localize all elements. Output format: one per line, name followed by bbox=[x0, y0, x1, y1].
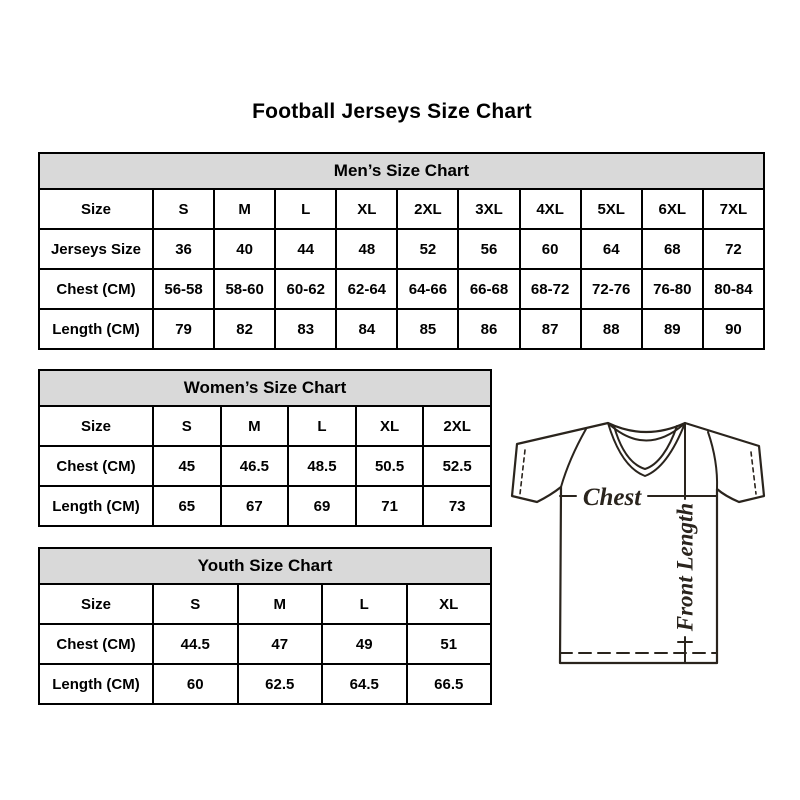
table-row bbox=[39, 446, 491, 486]
table-title: Men’s Size Chart bbox=[39, 153, 764, 189]
table-cell: 67 bbox=[221, 486, 289, 526]
table-header-row bbox=[39, 370, 491, 406]
table-cell: 90 bbox=[703, 309, 764, 349]
table-header-row bbox=[39, 153, 764, 189]
table-row bbox=[39, 189, 764, 229]
front-length-label: Front Length bbox=[672, 502, 698, 632]
table-cell: L bbox=[288, 406, 356, 446]
table-cell: 58-60 bbox=[214, 269, 275, 309]
table-cell: 44 bbox=[275, 229, 336, 269]
table-cell: 68-72 bbox=[520, 269, 581, 309]
table-cell: 66-68 bbox=[458, 269, 519, 309]
table-cell: 62-64 bbox=[336, 269, 397, 309]
table-cell: 5XL bbox=[581, 189, 642, 229]
table-cell: 56 bbox=[458, 229, 519, 269]
table-cell: 46.5 bbox=[221, 446, 289, 486]
table-cell: 82 bbox=[214, 309, 275, 349]
table-cell: M bbox=[238, 584, 323, 624]
jersey-outline-icon bbox=[512, 423, 764, 663]
table-cell: 50.5 bbox=[356, 446, 424, 486]
table-title: Youth Size Chart bbox=[39, 548, 491, 584]
table-row bbox=[39, 406, 491, 446]
table-cell: 65 bbox=[153, 486, 221, 526]
row-label: Chest (CM) bbox=[39, 624, 153, 664]
table-cell: 56-58 bbox=[153, 269, 214, 309]
table-cell: 3XL bbox=[458, 189, 519, 229]
table-cell: 48.5 bbox=[288, 446, 356, 486]
table-cell: 66.5 bbox=[407, 664, 492, 704]
table-cell: 69 bbox=[288, 486, 356, 526]
table-cell: 2XL bbox=[397, 189, 458, 229]
table-cell: 40 bbox=[214, 229, 275, 269]
youth-size-table bbox=[38, 547, 492, 705]
table-row bbox=[39, 624, 491, 664]
table-cell: 49 bbox=[322, 624, 407, 664]
table-cell: 79 bbox=[153, 309, 214, 349]
table-cell: 64-66 bbox=[397, 269, 458, 309]
table-row bbox=[39, 584, 491, 624]
table-cell: 64.5 bbox=[322, 664, 407, 704]
table-cell: 72 bbox=[703, 229, 764, 269]
table-cell: 89 bbox=[642, 309, 703, 349]
womens-size-table bbox=[38, 369, 492, 527]
table-cell: 44.5 bbox=[153, 624, 238, 664]
table-cell: S bbox=[153, 406, 221, 446]
page-title: Football Jerseys Size Chart bbox=[252, 100, 532, 123]
table-cell: 88 bbox=[581, 309, 642, 349]
table-cell: 2XL bbox=[423, 406, 491, 446]
row-label: Chest (CM) bbox=[39, 446, 153, 486]
table-cell: M bbox=[214, 189, 275, 229]
row-label: Size bbox=[39, 406, 153, 446]
table-cell: 51 bbox=[407, 624, 492, 664]
table-cell: 6XL bbox=[642, 189, 703, 229]
row-label: Length (CM) bbox=[39, 486, 153, 526]
table-cell: 72-76 bbox=[581, 269, 642, 309]
table-cell: 4XL bbox=[520, 189, 581, 229]
row-label: Size bbox=[39, 189, 153, 229]
table-cell: S bbox=[153, 189, 214, 229]
table-cell: XL bbox=[356, 406, 424, 446]
table-cell: 85 bbox=[397, 309, 458, 349]
table-cell: 64 bbox=[581, 229, 642, 269]
row-label: Length (CM) bbox=[39, 664, 153, 704]
row-label: Chest (CM) bbox=[39, 269, 153, 309]
table-row bbox=[39, 229, 764, 269]
row-label: Size bbox=[39, 584, 153, 624]
table-row bbox=[39, 309, 764, 349]
table-cell: 87 bbox=[520, 309, 581, 349]
table-cell: 36 bbox=[153, 229, 214, 269]
mens-size-table bbox=[38, 152, 765, 350]
table-cell: S bbox=[153, 584, 238, 624]
table-row bbox=[39, 664, 491, 704]
table-cell: L bbox=[322, 584, 407, 624]
table-cell: 47 bbox=[238, 624, 323, 664]
table-cell: 73 bbox=[423, 486, 491, 526]
table-header-row bbox=[39, 548, 491, 584]
table-cell: XL bbox=[336, 189, 397, 229]
table-cell: 76-80 bbox=[642, 269, 703, 309]
table-row bbox=[39, 269, 764, 309]
table-cell: 48 bbox=[336, 229, 397, 269]
row-label: Length (CM) bbox=[39, 309, 153, 349]
table-cell: XL bbox=[407, 584, 492, 624]
table-cell: M bbox=[221, 406, 289, 446]
table-cell: 68 bbox=[642, 229, 703, 269]
chest-label: Chest bbox=[582, 484, 642, 511]
table-cell: 80-84 bbox=[703, 269, 764, 309]
table-cell: 83 bbox=[275, 309, 336, 349]
table-cell: 86 bbox=[458, 309, 519, 349]
table-cell: L bbox=[275, 189, 336, 229]
table-cell: 60-62 bbox=[275, 269, 336, 309]
table-cell: 60 bbox=[520, 229, 581, 269]
table-cell: 62.5 bbox=[238, 664, 323, 704]
table-cell: 7XL bbox=[703, 189, 764, 229]
jersey-diagram bbox=[506, 415, 770, 671]
table-cell: 45 bbox=[153, 446, 221, 486]
table-row bbox=[39, 486, 491, 526]
table-cell: 52 bbox=[397, 229, 458, 269]
table-cell: 71 bbox=[356, 486, 424, 526]
table-cell: 60 bbox=[153, 664, 238, 704]
table-cell: 52.5 bbox=[423, 446, 491, 486]
table-title: Women’s Size Chart bbox=[39, 370, 491, 406]
row-label: Jerseys Size bbox=[39, 229, 153, 269]
table-cell: 84 bbox=[336, 309, 397, 349]
